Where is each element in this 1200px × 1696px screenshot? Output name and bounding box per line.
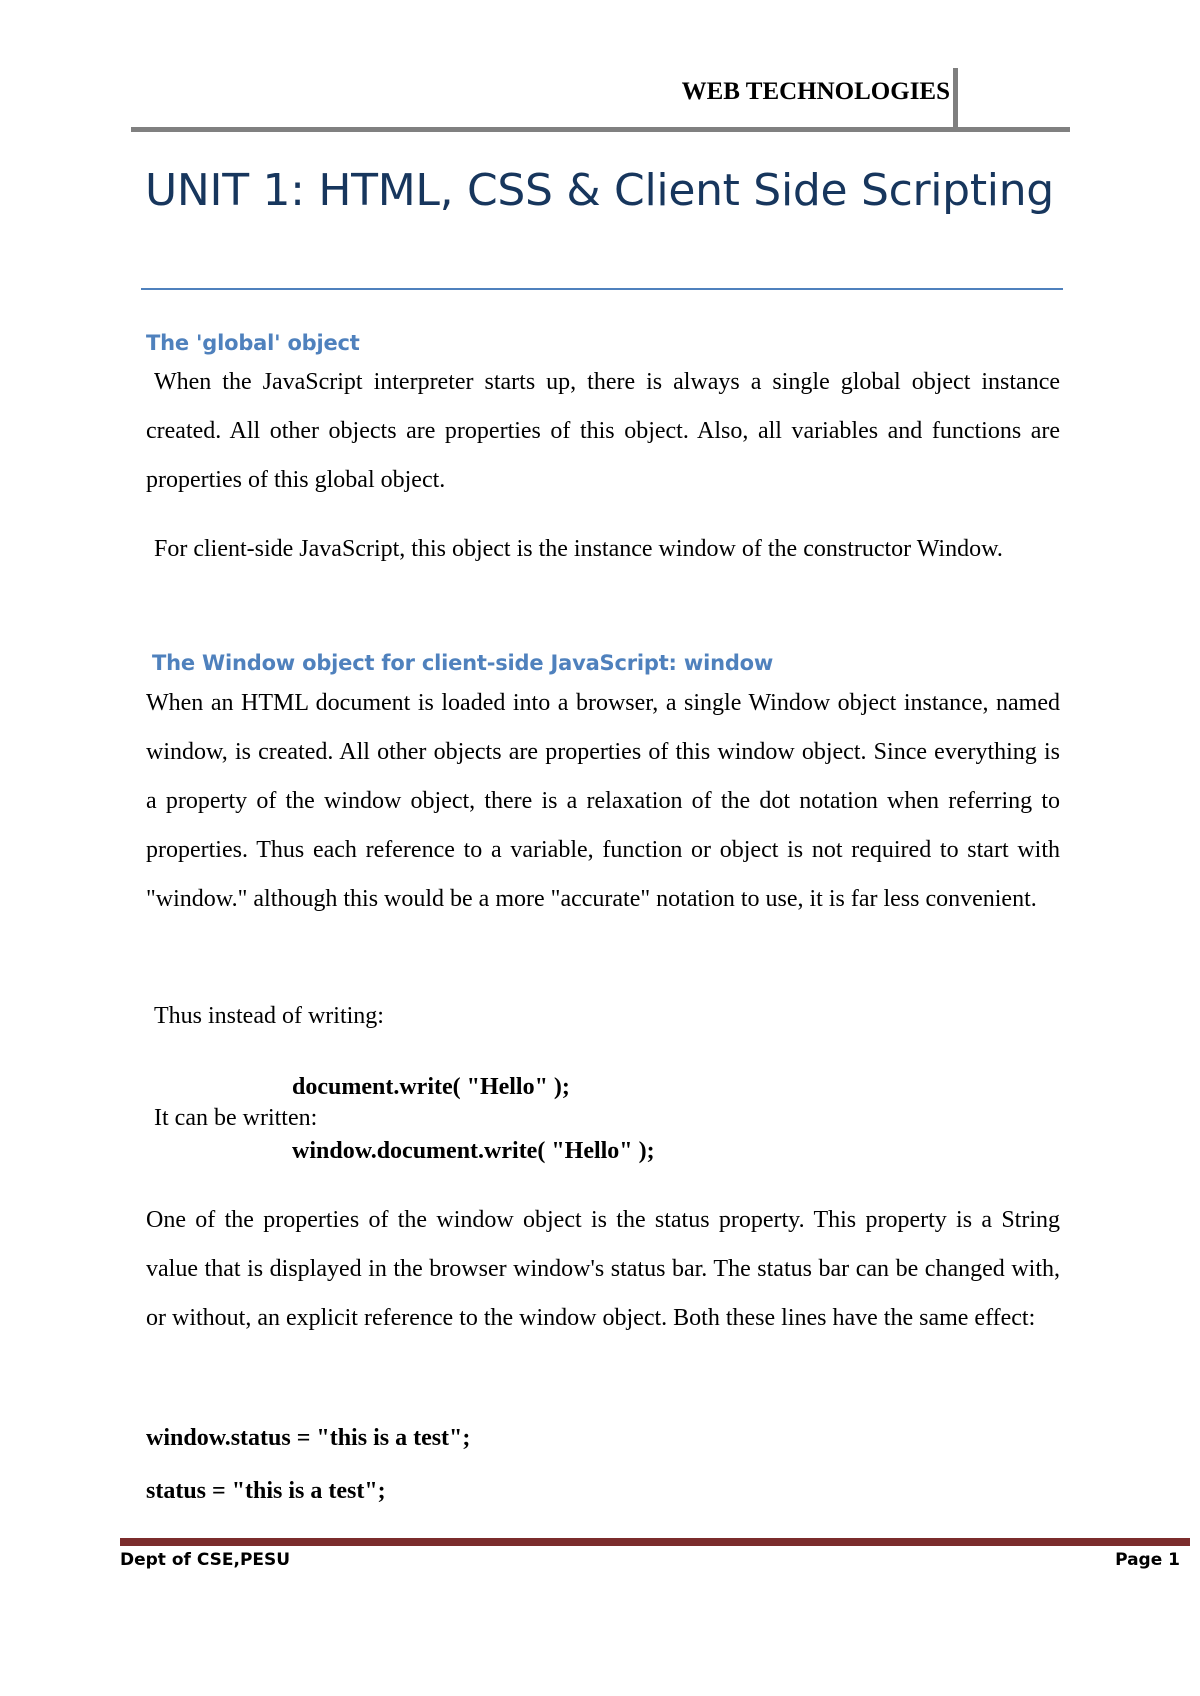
footer-page-number: Page 1 [1115,1550,1180,1570]
paragraph-global-object-2: For client-side JavaScript, this object is the instance window of the constructor Window. [154,536,1003,562]
paragraph-status-property: One of the properties of the window object is the status property. This property is a String value that is displayed in the browser window's status bar. The status bar can be changed with, or without, an explicit reference to the window object. Both these lines have the same effect: [146,1207,1060,1331]
running-header: WEB TECHNOLOGIES [681,78,950,105]
title-underline [141,288,1063,290]
code-line-window-status: window.status = "this is a test"; [146,1425,471,1451]
footer-rule [120,1538,1190,1546]
header-divider [953,68,958,131]
paragraph-global-object-1: When the JavaScript interpreter starts up, there is always a single global object instance created. All other objects are properties of this object. Also, all variables and functions are properties of this global object. [146,369,1060,493]
header-rule [131,127,1070,132]
text-it-can-be-written: It can be written: [154,1105,318,1131]
code-line-document-write: document.write( "Hello" ); [292,1074,570,1100]
paragraph-window-object-1: When an HTML document is loaded into a browser, a single Window object instance, named window, is created. All other objects are properties of this window object. Since everything is a property of the window object, there is a relaxation of the dot notation when referring to properties. Thus each reference to a variable, function or object is not required to start with "window." although this would be a more "accurate" notation to use, it is far less convenient. [146,690,1060,912]
document-title: UNIT 1: HTML, CSS & Client Side Scripting [145,165,1054,216]
code-line-window-document-write: window.document.write( "Hello" ); [292,1138,655,1164]
paragraph-thus-instead: Thus instead of writing: [154,1003,384,1029]
section-heading-global-object: The 'global' object [146,331,360,355]
code-line-status: status = "this is a test"; [146,1478,386,1504]
section-heading-window-object: The Window object for client-side JavaScript: window [152,651,774,675]
footer-department: Dept of CSE,PESU [120,1550,291,1570]
